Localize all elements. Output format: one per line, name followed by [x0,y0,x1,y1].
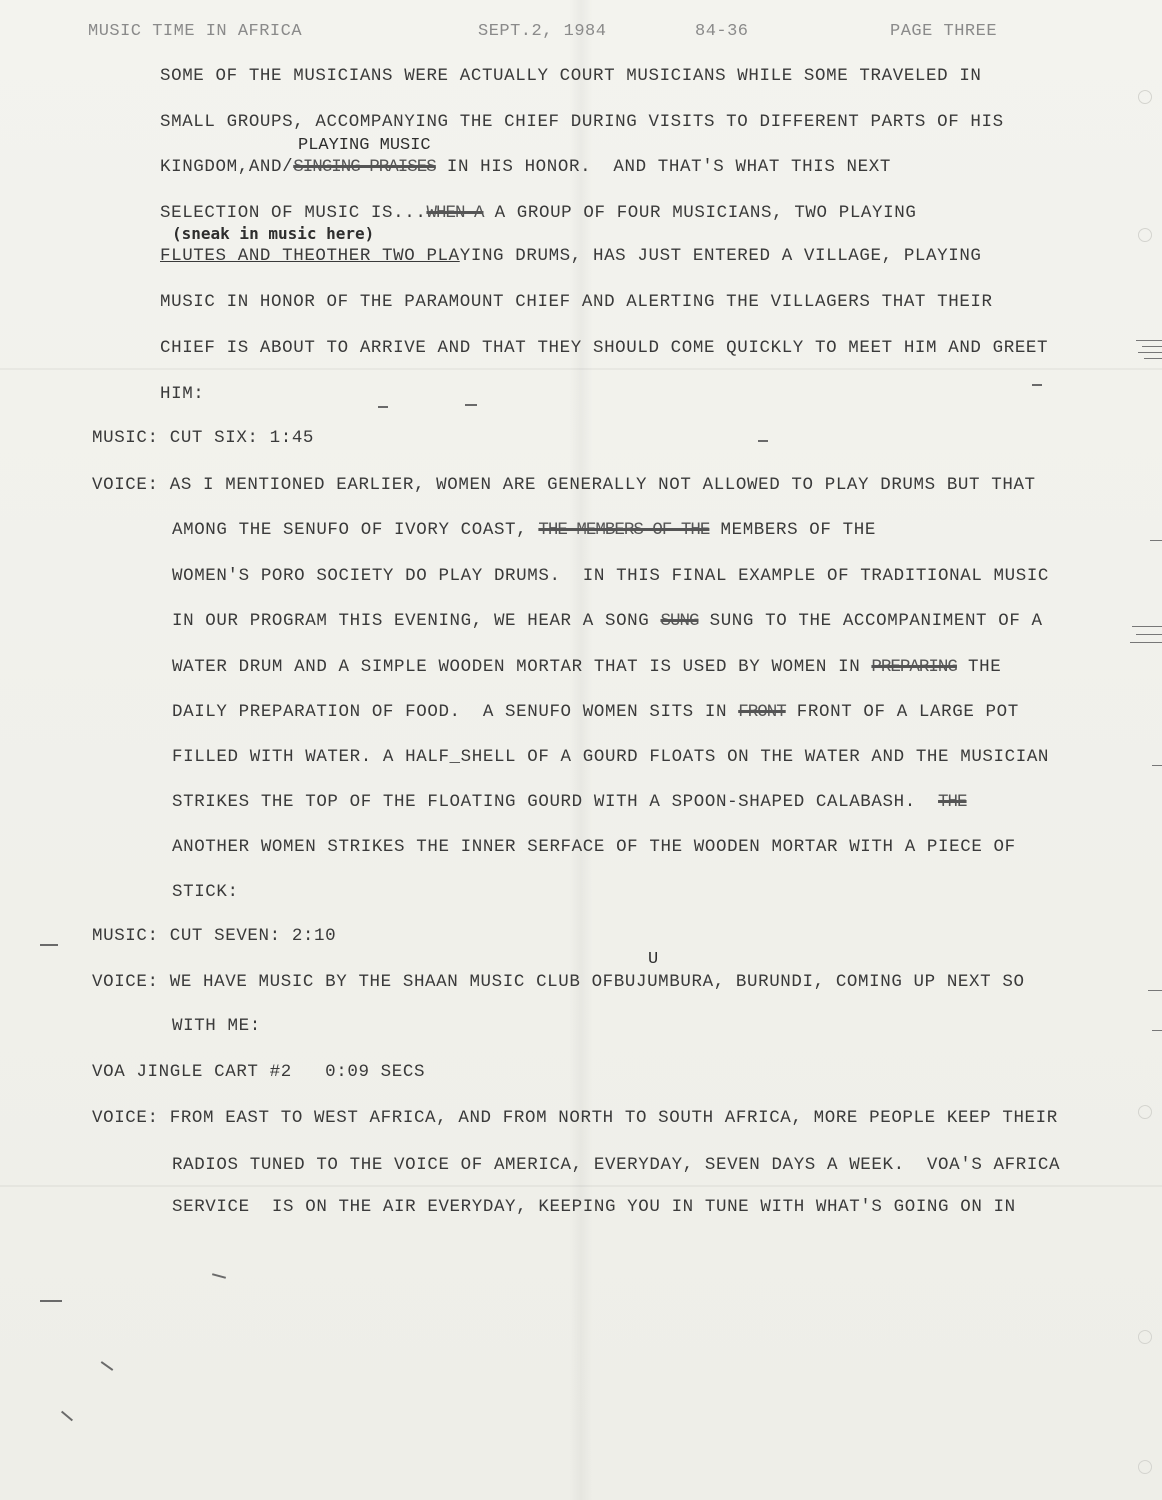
script-line: FLUTES AND THEOTHER TWO PLAYING DRUMS, HAS JUST ENTERED A VILLAGE, PLAYING [160,246,982,266]
stray-mark [758,440,768,442]
stray-mark [212,1273,226,1279]
edge-mark [1152,765,1162,766]
script-line: AMONG THE SENUFO OF IVORY COAST, THE MEMBERS OF THE MEMBERS OF THE [172,520,876,540]
program-title: MUSIC TIME IN AFRICA [88,22,303,41]
script-line: STRIKES THE TOP OF THE FLOATING GOURD WITH A SPOON-SHAPED CALABASH. THE [172,792,967,812]
script-line: SMALL GROUPS, ACCOMPANYING THE CHIEF DURING VISITS TO DIFFERENT PARTS OF HIS [160,112,1004,132]
handwritten-insert: U [648,950,659,969]
edge-mark [1144,358,1162,359]
script-line: WATER DRUM AND A SIMPLE WOODEN MORTAR THAT IS USED BY WOMEN IN PREPARING THE [172,657,1002,677]
edge-mark [1136,634,1162,635]
edge-mark [1150,540,1162,541]
edge-mark [1130,642,1162,643]
script-line: SOME OF THE MUSICIANS WERE ACTUALLY COURT MUSICIANS WHILE SOME TRAVELED IN [160,66,982,86]
production-cue: (sneak in music here) [172,224,375,243]
script-line: WITH ME: [172,1016,261,1036]
edge-mark [1136,340,1162,341]
script-line: SERVICE IS ON THE AIR EVERYDAY, KEEPING YOU IN TUNE WITH WHAT'S GOING ON IN [172,1197,1016,1217]
broadcast-date: SEPT.2, 1984 [478,22,607,41]
struck-out-text: SINGING PRAISES [293,157,436,177]
stray-mark [40,944,58,946]
music-cue: MUSIC: CUT SIX: 1:45 [92,428,315,448]
script-line: FILLED WITH WATER. A HALF_SHELL OF A GOURD FLOATS ON THE WATER AND THE MUSICIAN [172,747,1050,767]
script-line: STICK: [172,882,239,902]
script-line: MUSIC IN HONOR OF THE PARAMOUNT CHIEF AND ALERTING THE VILLAGERS THAT THEIR [160,292,993,312]
struck-out-text: PREPARING [871,657,957,677]
page-number: PAGE THREE [890,22,998,41]
struck-out-text: FRONT [738,702,786,722]
edge-mark [1142,346,1162,347]
stray-mark [40,1300,62,1302]
script-line: CHIEF IS ABOUT TO ARRIVE AND THAT THEY SHOULD COME QUICKLY TO MEET HIM AND GREET [160,338,1049,358]
stray-mark [61,1411,73,1422]
punch-hole [1138,228,1152,242]
edge-mark [1138,352,1162,353]
struck-out-text: SUNG [660,611,699,631]
stray-mark [101,1361,114,1371]
edge-mark [1148,990,1162,991]
punch-hole [1138,90,1152,104]
script-line: VOICE: AS I MENTIONED EARLIER, WOMEN ARE GENERALLY NOT ALLOWED TO PLAY DRUMS BUT THAT [92,475,1036,495]
edge-mark [1152,1030,1162,1031]
script-line: DAILY PREPARATION OF FOOD. A SENUFO WOMEN SITS IN FRONT FRONT OF A LARGE POT [172,702,1019,722]
script-number: 84-36 [695,22,749,41]
punch-hole [1138,1330,1152,1344]
struck-out-text: THE MEMBERS OF THE [538,520,710,540]
script-line: WOMEN'S PORO SOCIETY DO PLAY DRUMS. IN THIS FINAL EXAMPLE OF TRADITIONAL MUSIC [172,566,1050,586]
script-line: SELECTION OF MUSIC IS...WHEN A A GROUP OF FOUR MUSICIANS, TWO PLAYING [160,203,917,223]
script-line: HIM: [160,384,205,404]
script-line: VOICE: WE HAVE MUSIC BY THE SHAAN MUSIC CLUB OFBUJUMBURA, BURUNDI, COMING UP NEXT SO [92,972,1025,992]
script-line: IN OUR PROGRAM THIS EVENING, WE HEAR A SONG SUNG SUNG TO THE ACCOMPANIMENT OF A [172,611,1043,631]
script-line: KINGDOM,AND/SINGING PRAISES IN HIS HONOR. AND THAT'S WHAT THIS NEXT [160,157,891,177]
struck-out-text: WHEN A [426,203,484,223]
punch-hole [1138,1460,1152,1474]
paper-fold [0,368,1162,370]
stray-mark [465,404,477,406]
paper-fold [0,1185,1162,1187]
script-line: ANOTHER WOMEN STRIKES THE INNER SERFACE OF THE WOODEN MORTAR WITH A PIECE OF [172,837,1016,857]
jingle-cue: VOA JINGLE CART #2 0:09 SECS [92,1062,426,1082]
music-cue: MUSIC: CUT SEVEN: 2:10 [92,926,337,946]
script-line: RADIOS TUNED TO THE VOICE OF AMERICA, EVERYDAY, SEVEN DAYS A WEEK. VOA'S AFRICA [172,1155,1061,1175]
script-line: VOICE: FROM EAST TO WEST AFRICA, AND FROM NORTH TO SOUTH AFRICA, MORE PEOPLE KEEP THEIR [92,1108,1058,1128]
edge-mark [1132,626,1162,627]
stray-mark [1032,384,1042,386]
struck-out-text: THE [938,792,967,812]
punch-hole [1138,1105,1152,1119]
handwritten-insert: PLAYING MUSIC [298,136,431,155]
stray-mark [378,406,388,408]
